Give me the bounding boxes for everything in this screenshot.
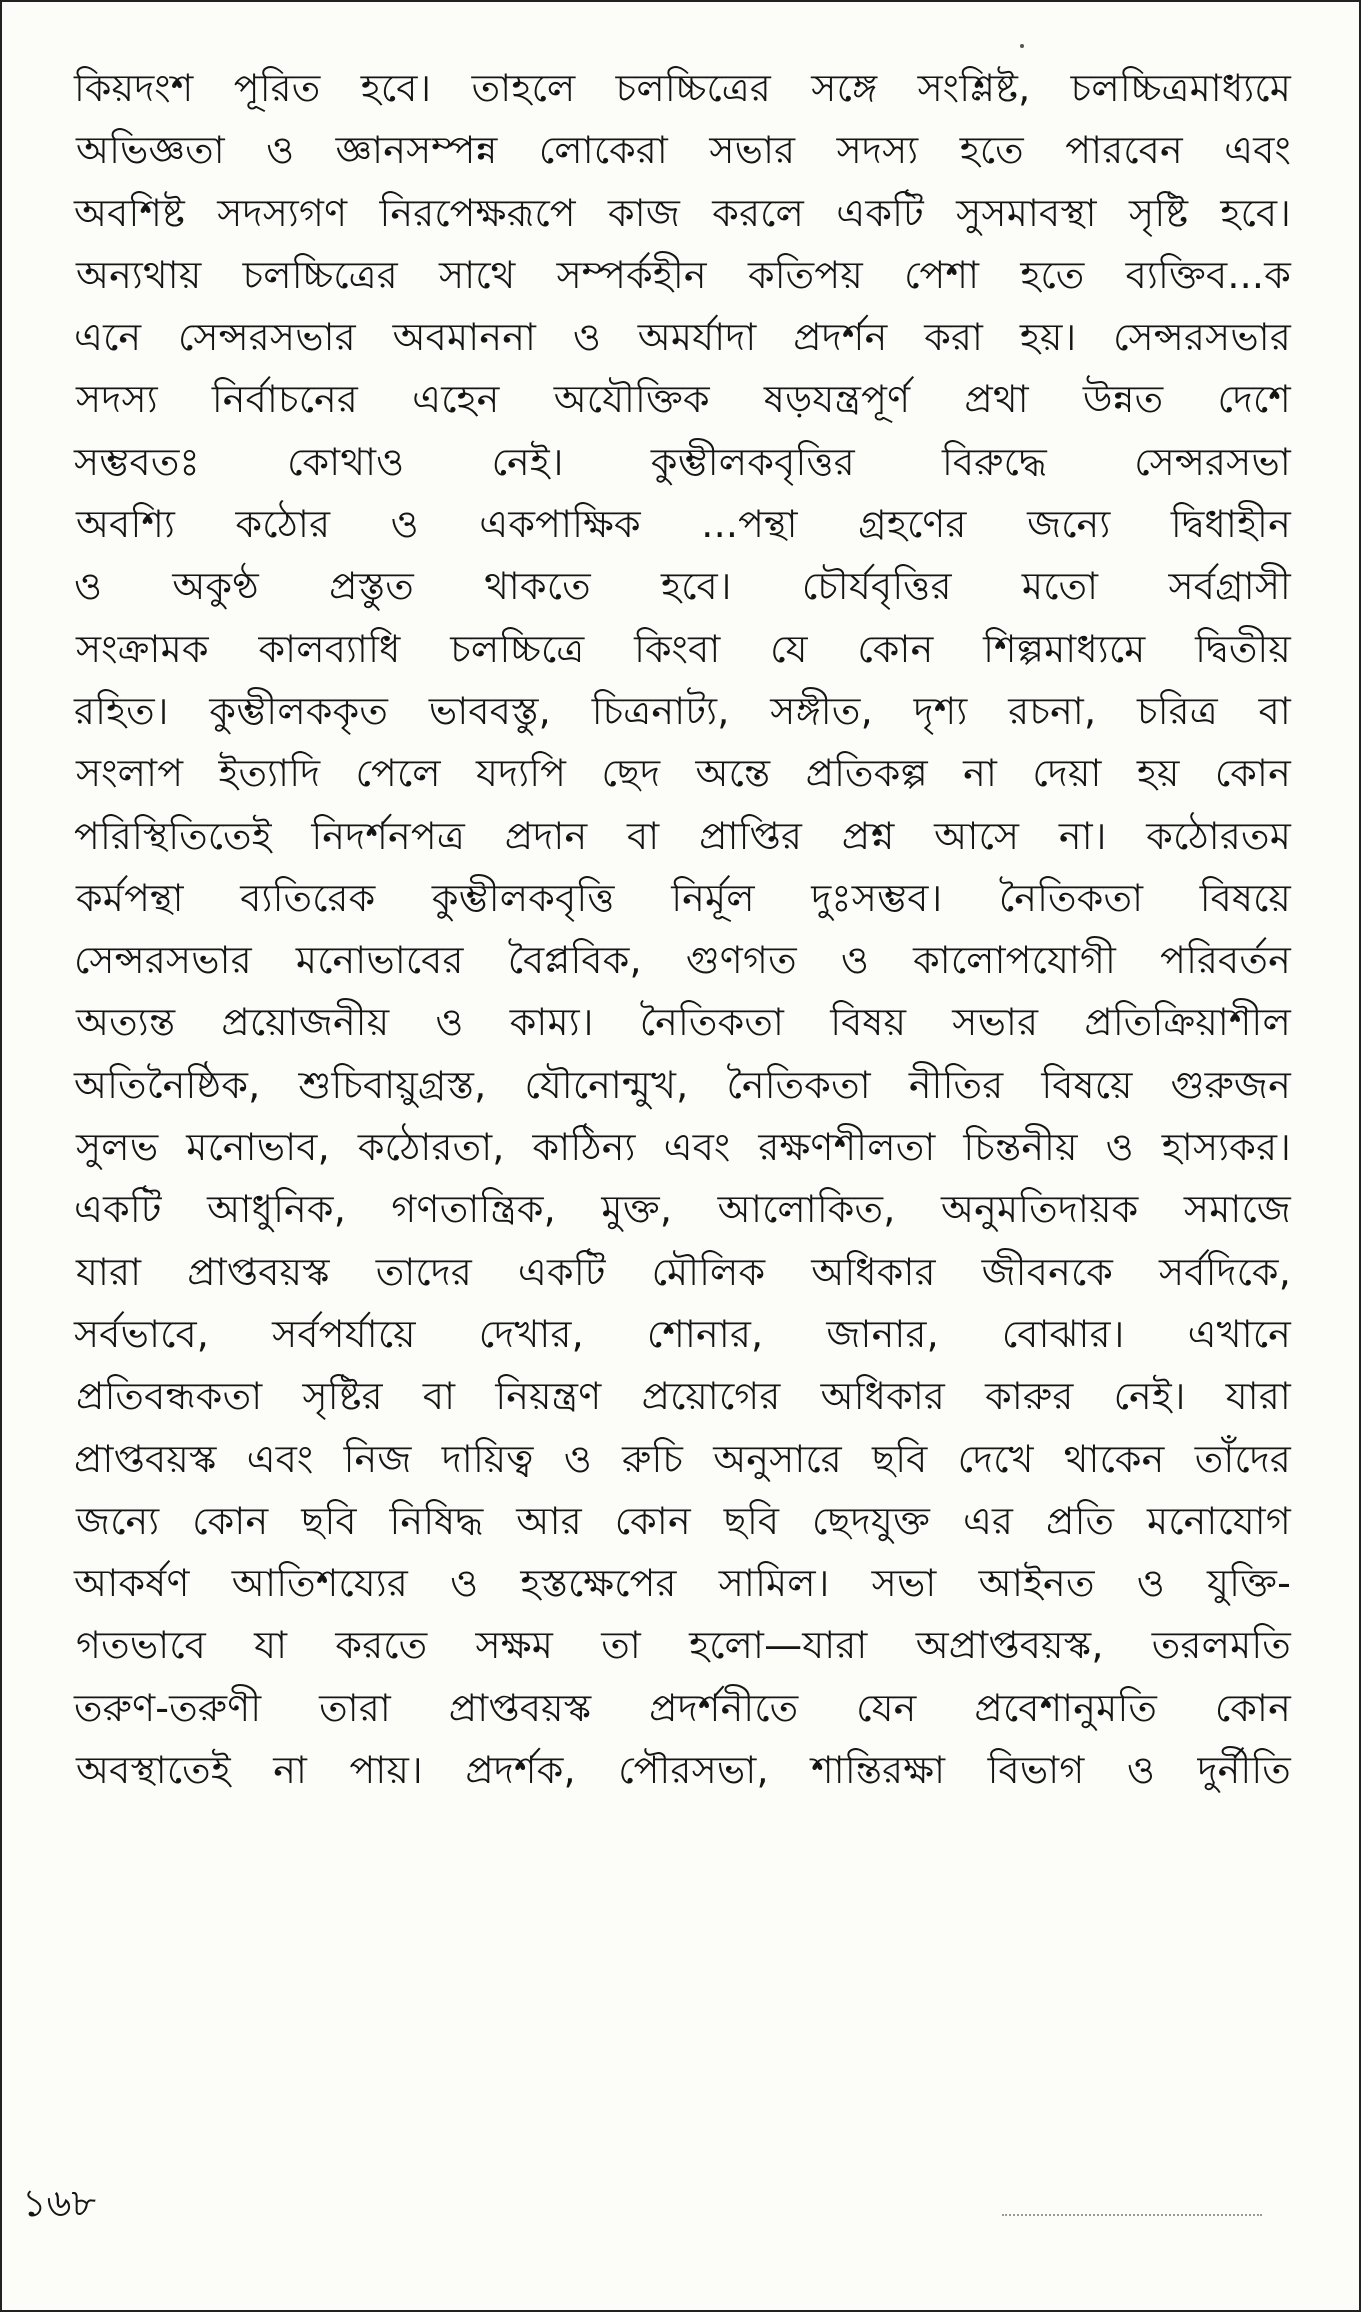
text-line: সর্বভাবে, সর্বপর্যায়ে দেখার, শোনার, জানার, বোঝার। এখানে [74, 1311, 1291, 1356]
text-line: অবশিষ্ট সদস্যগণ নিরপেক্ষরূপে কাজ করলে একটি সুসমাবস্থা সৃষ্টি হবে। [74, 190, 1291, 235]
text-line: সেন্সরসভার মনোভাবের বৈপ্লবিক, গুণগত ও কালোপযোগী পরিবর্তন [74, 938, 1291, 983]
ink-speck [1020, 44, 1024, 48]
text-line: সদস্য নির্বাচনের এহেন অযৌক্তিক ষড়যন্ত্রপূর্ণ প্রথা উন্নত দেশে [76, 377, 1291, 422]
text-line: রহিত। কুম্ভীলককৃত ভাববস্তু, চিত্রনাট্য, সঙ্গীত, দৃশ্য রচনা, চরিত্র বা [74, 688, 1291, 733]
text-line: অভিজ্ঞতা ও জ্ঞানসম্পন্ন লোকেরা সভার সদস্য হতে পারবেন এবং [76, 128, 1291, 173]
page-number: ১৬৮ [22, 2181, 97, 2225]
text-line: প্রাপ্তবয়স্ক এবং নিজ দায়িত্ব ও রুচি অনুসারে ছবি দেখে থাকেন তাঁদের [74, 1436, 1291, 1481]
text-line: ও অকুণ্ঠ প্রস্তুত থাকতে হবে। চৌর্যবৃত্তির মতো সর্বগ্রাসী [74, 564, 1291, 609]
text-line: অবস্থাতেই না পায়। প্রদর্শক, পৌরসভা, শান্তিরক্ষা বিভাগ ও দুর্নীতি [76, 1748, 1291, 1793]
text-line: এনে সেন্সরসভার অবমাননা ও অমর্যাদা প্রদর্শন করা হয়। সেন্সরসভার [74, 315, 1291, 360]
text-line: সুলভ মনোভাব, কঠোরতা, কাঠিন্য এবং রক্ষণশীলতা চিন্তনীয় ও হাস্যকর। [76, 1125, 1291, 1170]
text-line: প্রতিবন্ধকতা সৃষ্টির বা নিয়ন্ত্রণ প্রয়োগের অধিকার কারুর নেই। যারা [76, 1374, 1291, 1419]
text-line: কর্মপন্থা ব্যতিরেক কুম্ভীলকবৃত্তি নির্মূল দুঃসম্ভব। নৈতিকতা বিষয়ে [76, 875, 1291, 920]
body-text [74, 57, 1291, 1801]
text-line: তরুণ-তরুণী তারা প্রাপ্তবয়স্ক প্রদর্শনীতে যেন প্রবেশানুমতি কোন [74, 1685, 1291, 1730]
text-line: কিয়দংশ পূরিত হবে। তাহলে চলচ্চিত্রের সঙ্গে সংশ্লিষ্ট, চলচ্চিত্রমাধ্যমে [74, 66, 1291, 110]
text-line: অত্যন্ত প্রয়োজনীয় ও কাম্য। নৈতিকতা বিষয় সভার প্রতিক্রিয়াশীল [76, 1000, 1291, 1045]
text-line: অবশ্যি কঠোর ও একপাক্ষিক ...পন্থা গ্রহণের জন্যে দ্বিধাহীন [76, 502, 1291, 547]
text-line: অতিনৈষ্ঠিক, শুচিবায়ুগ্রস্ত, যৌনোন্মুখ, নৈতিকতা নীতির বিষয়ে গুরুজন [74, 1062, 1291, 1107]
footer-dotted-rule [1002, 2214, 1262, 2216]
text-line: পরিস্থিতিতেই নিদর্শনপত্র প্রদান বা প্রাপ্তির প্রশ্ন আসে না। কঠোরতম [74, 813, 1291, 858]
text-line: জন্যে কোন ছবি নিষিদ্ধ আর কোন ছবি ছেদযুক্ত এর প্রতি মনোযোগ [76, 1498, 1291, 1543]
text-line: একটি আধুনিক, গণতান্ত্রিক, মুক্ত, আলোকিত, অনুমতিদায়ক সমাজে [74, 1187, 1291, 1232]
text-line: সংক্রামক কালব্যাধি চলচ্চিত্রে কিংবা যে কোন শিল্পমাধ্যমে দ্বিতীয় [76, 626, 1291, 671]
text-line: গতভাবে যা করতে সক্ষম তা হলো—যারা অপ্রাপ্তবয়স্ক, তরলমতি [76, 1623, 1291, 1668]
text-line: আকর্ষণ আতিশয্যের ও হস্তক্ষেপের সামিল। সভা আইনত ও যুক্তি- [74, 1561, 1291, 1606]
text-line: সম্ভবতঃ কোথাও নেই। কুম্ভীলকবৃত্তির বিরুদ্ধে সেন্সরসভা [74, 439, 1291, 484]
text-line: সংলাপ ইত্যাদি পেলে যদ্যপি ছেদ অন্তে প্রতিকল্প না দেয়া হয় কোন [76, 751, 1291, 796]
text-line: যারা প্রাপ্তবয়স্ক তাদের একটি মৌলিক অধিকার জীবনকে সর্বদিকে, [76, 1249, 1291, 1294]
text-line: অন্যথায় চলচ্চিত্রের সাথে সম্পর্কহীন কতিপয় পেশা হতে ব্যক্তিব...ক [76, 252, 1291, 297]
